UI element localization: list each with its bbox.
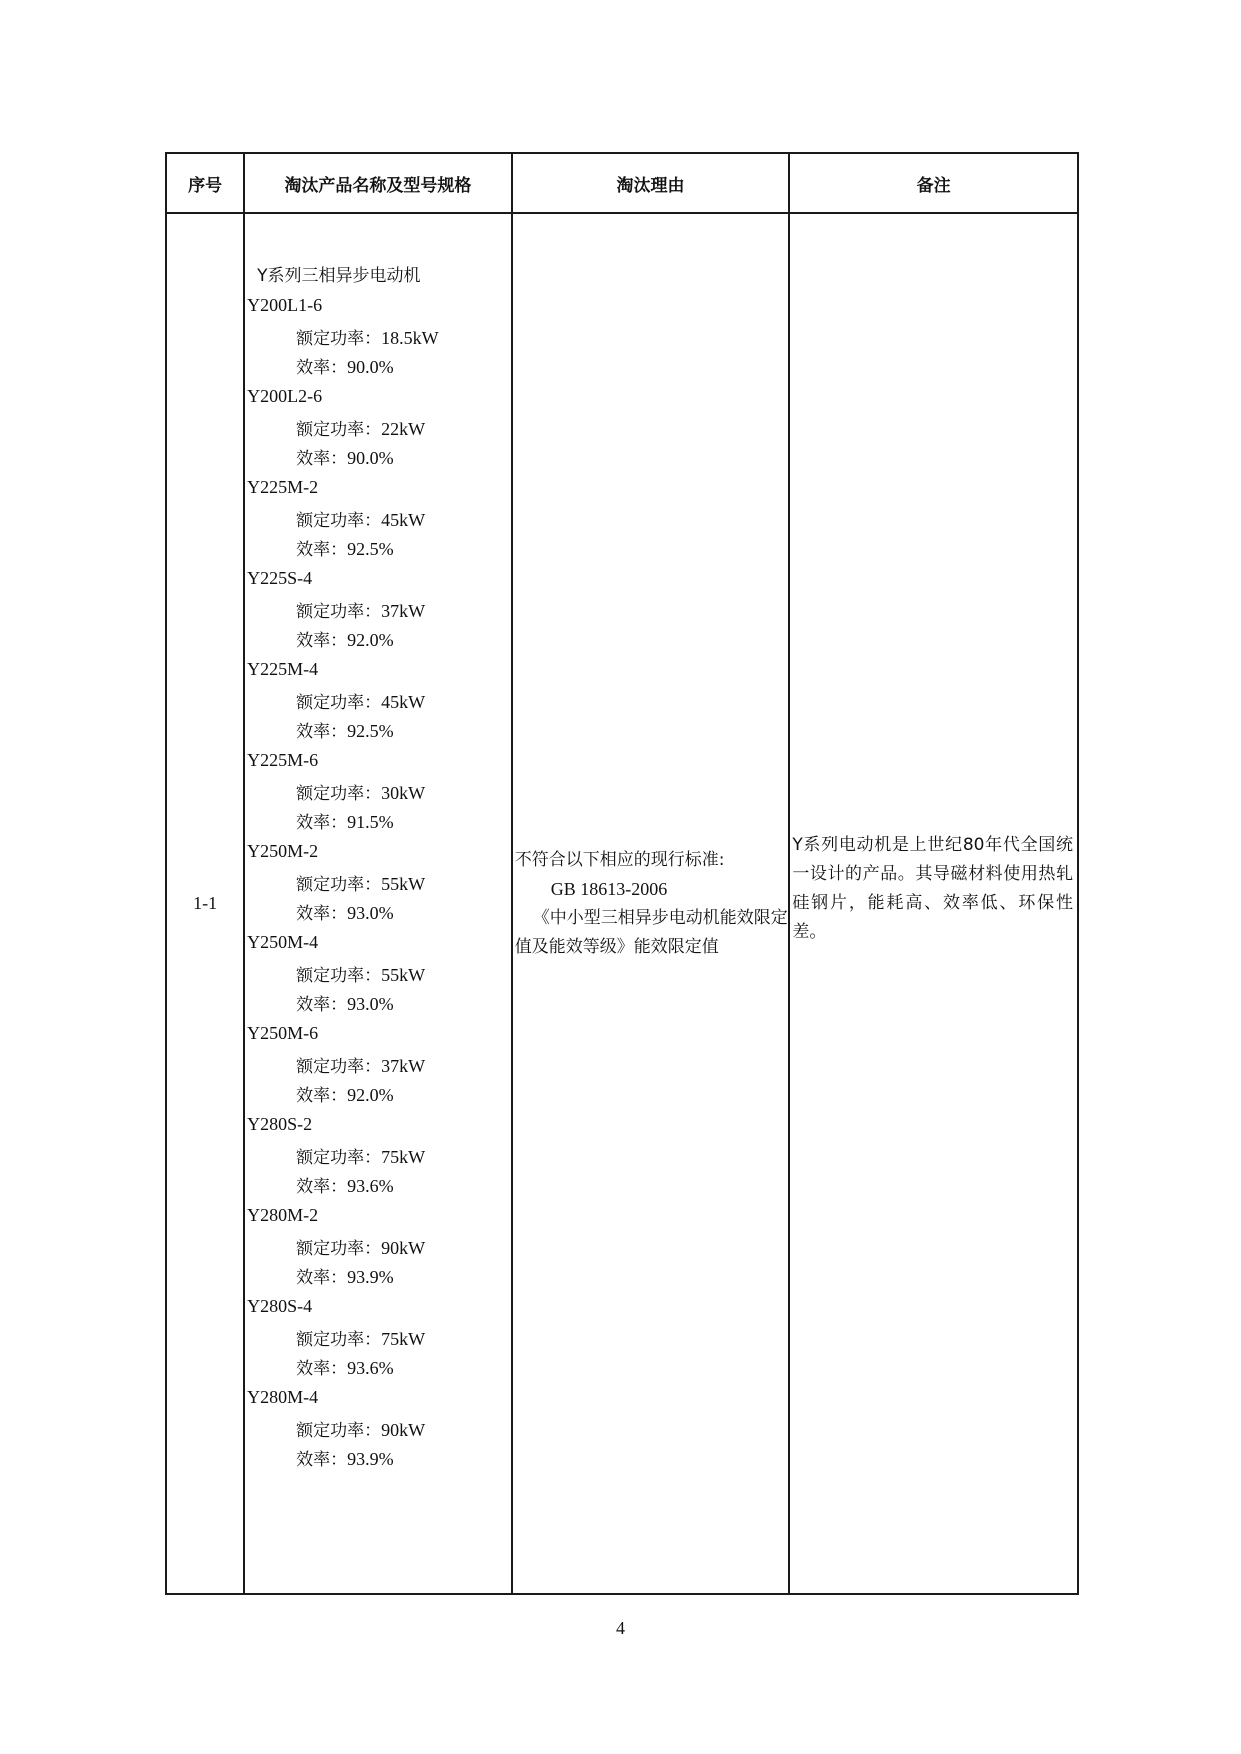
- model-name: Y280M-2: [247, 1205, 319, 1225]
- efficiency-label: 效率：: [296, 1086, 348, 1106]
- efficiency-label: 效率：: [296, 995, 348, 1015]
- remark-text: Y系列电动机是上世纪80年代全国统一设计的产品。其导磁材料使用热轧硅钢片，能耗高、效率低、环保性差。: [792, 834, 1073, 942]
- rated-power-value: 30kW: [381, 783, 426, 803]
- rated-power-label: 额定功率：: [296, 693, 382, 713]
- rated-power-line: [247, 1416, 511, 1445]
- rated-power-value: 55kW: [381, 874, 426, 894]
- model-specs: [247, 415, 511, 473]
- model-specs: [247, 1234, 511, 1292]
- model-specs: [247, 961, 511, 1019]
- rated-power-line: [247, 779, 511, 808]
- efficiency-label: 效率：: [296, 540, 348, 560]
- rated-power-line: [247, 1052, 511, 1081]
- page-number: 4: [616, 1618, 625, 1638]
- header-reason: 淘汰理由: [512, 153, 790, 213]
- rated-power-value: 90kW: [381, 1238, 426, 1258]
- efficiency-label: 效率：: [296, 904, 348, 924]
- models-container: [247, 291, 511, 1474]
- efficiency-value: 90.0%: [347, 357, 394, 377]
- efficiency-label: 效率：: [296, 631, 348, 651]
- efficiency-label: 效率：: [296, 449, 348, 469]
- header-product-name: 淘汰产品名称及型号规格: [244, 153, 512, 213]
- efficiency-value: 93.6%: [347, 1358, 394, 1378]
- model-name: Y250M-6: [247, 1023, 319, 1043]
- model-specs: [247, 688, 511, 746]
- rated-power-label: 额定功率：: [296, 784, 382, 804]
- efficiency-value: 90.0%: [347, 448, 394, 468]
- rated-power-label: 额定功率：: [296, 1057, 382, 1077]
- rated-power-label: 额定功率：: [296, 1148, 382, 1168]
- efficiency-line: [247, 626, 511, 655]
- series-title: Y系列三相异步电动机: [257, 266, 421, 286]
- model-name: Y225S-4: [247, 568, 313, 588]
- rated-power-label: 额定功率：: [296, 1239, 382, 1259]
- rated-power-line: [247, 324, 511, 353]
- rated-power-value: 55kW: [381, 965, 426, 985]
- model-name: Y200L1-6: [247, 295, 323, 315]
- rated-power-label: 额定功率：: [296, 1330, 382, 1350]
- model-name: Y250M-2: [247, 841, 319, 861]
- efficiency-value: 93.9%: [347, 1449, 394, 1469]
- efficiency-line: [247, 717, 511, 746]
- model-name: Y200L2-6: [247, 386, 323, 406]
- efficiency-value: 92.0%: [347, 1085, 394, 1105]
- reason-standard-code: GB 18613-2006: [550, 878, 668, 899]
- model-specs: [247, 597, 511, 655]
- model-name: Y225M-2: [247, 477, 319, 497]
- model-specs: [247, 324, 511, 382]
- model-name: Y250M-4: [247, 932, 319, 952]
- rated-power-value: 45kW: [381, 510, 426, 530]
- reason-standard-title: 《中小型三相异步电动机能效限定值及能效等级》能效限定值: [514, 907, 788, 957]
- header-remark: 备注: [789, 153, 1078, 213]
- row-seq: 1-1: [166, 213, 244, 1594]
- efficiency-value: 92.5%: [347, 721, 394, 741]
- rated-power-line: [247, 1234, 511, 1263]
- table-header-row: [166, 153, 1078, 213]
- reason-intro: 不符合以下相应的现行标准:: [514, 849, 725, 870]
- rated-power-value: 75kW: [381, 1147, 426, 1167]
- efficiency-value: 93.6%: [347, 1176, 394, 1196]
- rated-power-line: [247, 597, 511, 626]
- rated-power-value: 45kW: [381, 692, 426, 712]
- row-product-cell: [244, 213, 512, 1594]
- rated-power-label: 额定功率：: [296, 1421, 382, 1441]
- rated-power-label: 额定功率：: [296, 966, 382, 986]
- rated-power-line: [247, 506, 511, 535]
- efficiency-line: [247, 1263, 511, 1292]
- rated-power-line: [247, 870, 511, 899]
- rated-power-value: 22kW: [381, 419, 426, 439]
- efficiency-line: [247, 444, 511, 473]
- efficiency-line: [247, 1172, 511, 1201]
- efficiency-value: 93.0%: [347, 903, 394, 923]
- efficiency-label: 效率：: [296, 1268, 348, 1288]
- model-specs: [247, 1325, 511, 1383]
- model-specs: [247, 506, 511, 564]
- efficiency-line: [247, 990, 511, 1019]
- rated-power-value: 37kW: [381, 1056, 426, 1076]
- model-name: Y280M-4: [247, 1387, 319, 1407]
- efficiency-line: [247, 535, 511, 564]
- rated-power-label: 额定功率：: [296, 420, 382, 440]
- efficiency-line: [247, 1081, 511, 1110]
- row-remark-cell: [789, 213, 1078, 1594]
- efficiency-label: 效率：: [296, 1359, 348, 1379]
- efficiency-value: 92.0%: [347, 630, 394, 650]
- efficiency-label: 效率：: [296, 722, 348, 742]
- efficiency-line: [247, 808, 511, 837]
- reason-text: [513, 846, 789, 962]
- rated-power-value: 37kW: [381, 601, 426, 621]
- model-name: Y225M-6: [247, 750, 319, 770]
- model-specs: [247, 1416, 511, 1474]
- efficiency-line: [247, 353, 511, 382]
- rated-power-line: [247, 1143, 511, 1172]
- efficiency-label: 效率：: [296, 1177, 348, 1197]
- efficiency-value: 92.5%: [347, 539, 394, 559]
- efficiency-line: [247, 1445, 511, 1474]
- rated-power-label: 额定功率：: [296, 329, 382, 349]
- model-name: Y280S-2: [247, 1114, 313, 1134]
- efficiency-label: 效率：: [296, 813, 348, 833]
- efficiency-line: [247, 899, 511, 928]
- rated-power-line: [247, 961, 511, 990]
- model-name: Y280S-4: [247, 1296, 313, 1316]
- efficiency-label: 效率：: [296, 358, 348, 378]
- rated-power-line: [247, 688, 511, 717]
- rated-power-value: 75kW: [381, 1329, 426, 1349]
- model-specs: [247, 870, 511, 928]
- obsolete-products-table: [165, 152, 1079, 1595]
- model-specs: [247, 779, 511, 837]
- efficiency-line: [247, 1354, 511, 1383]
- efficiency-label: 效率：: [296, 1450, 348, 1470]
- header-seq: 序号: [166, 153, 244, 213]
- efficiency-value: 91.5%: [347, 812, 394, 832]
- efficiency-value: 93.9%: [347, 1267, 394, 1287]
- model-list: [245, 214, 511, 1474]
- rated-power-line: [247, 415, 511, 444]
- table-row: [166, 213, 1078, 1594]
- model-specs: [247, 1052, 511, 1110]
- rated-power-value: 90kW: [381, 1420, 426, 1440]
- model-name: Y225M-4: [247, 659, 319, 679]
- efficiency-value: 93.0%: [347, 994, 394, 1014]
- row-reason-cell: [512, 213, 790, 1594]
- rated-power-label: 额定功率：: [296, 511, 382, 531]
- rated-power-value: 18.5kW: [381, 328, 439, 348]
- rated-power-line: [247, 1325, 511, 1354]
- rated-power-label: 额定功率：: [296, 602, 382, 622]
- model-specs: [247, 1143, 511, 1201]
- rated-power-label: 额定功率：: [296, 875, 382, 895]
